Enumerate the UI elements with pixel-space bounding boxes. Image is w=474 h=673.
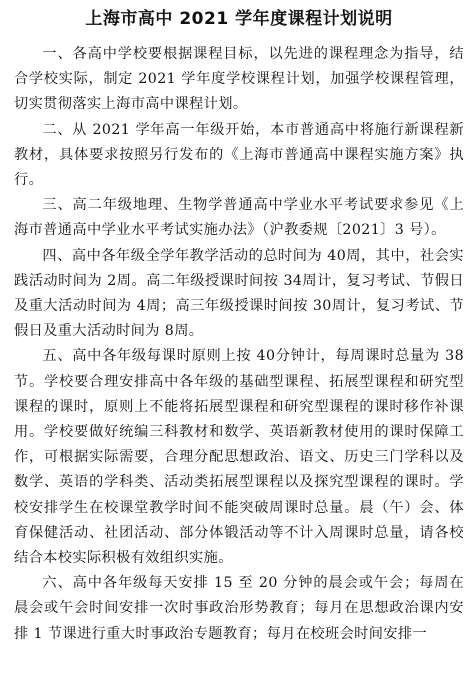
paragraph-5: 五、高中各年级每课时原则上按 40分钟计，每周课时总量为 38节。学校要合理安排高中各年级的基础型课程、拓展型课程和研究型课程的课时，原则上不能将拓展型课程和研究型课程的课时移作补课用。学校要做好统编三科教材和数学、英语新教材使用的课时保障工作，可根据实际需要，合理分配思想政治、语文、历史三门学科以及数学、英语的学科类、活动类拓展型课程以及探究型课程的课时。学校安排学生在校课堂教学时间不能突破周课时总量。晨（午）会、体育保健活动、社团活动、部分体锻活动等不计入周课时总量，请各校结合本校实际积极有效组织实施。 — [14, 348, 464, 567]
paragraph-1: 一、各高中学校要根据课程目标，以先进的课程理念为指导，结合学校实际，制定 2021 学年度学校课程计划，加强学校课程管理，切实贯彻落实上海市高中课程计划。 — [14, 46, 464, 113]
paragraph-6: 六、高中各年级每天安排 15 至 20 分钟的晨会或午会；每周在晨会或午会时间安排一次时事政治形势教育；每月在思想政治课内安排 1 节课进行重大时事政治专题教育；每月在校班会时间安排一 — [14, 575, 464, 642]
document-title: 上海市高中 2021 学年度课程计划说明 — [85, 9, 393, 29]
paragraph-2: 二、从 2021 学年高一年级开始，本市普通高中将施行新课程新教材，具体要求按照另行发布的《上海市普通高中课程实施方案》执行。 — [14, 121, 464, 189]
paragraph-3: 三、高二年级地理、生物学普通高中学业水平考试要求参见《上海市普通高中学业水平考试实施办法》（沪教委规〔2021〕3 号）。 — [14, 197, 464, 239]
paragraph-4: 四、高中各年级全学年教学活动的总时间为 40周，其中，社会实践活动时间为 2周。高二年级授课时间按 34周计，复习考试、节假日及重大活动时间为 4周；高三年级授课时间按 30周计，复习考试、节假日及重大活动时间为 8周。 — [14, 247, 464, 340]
